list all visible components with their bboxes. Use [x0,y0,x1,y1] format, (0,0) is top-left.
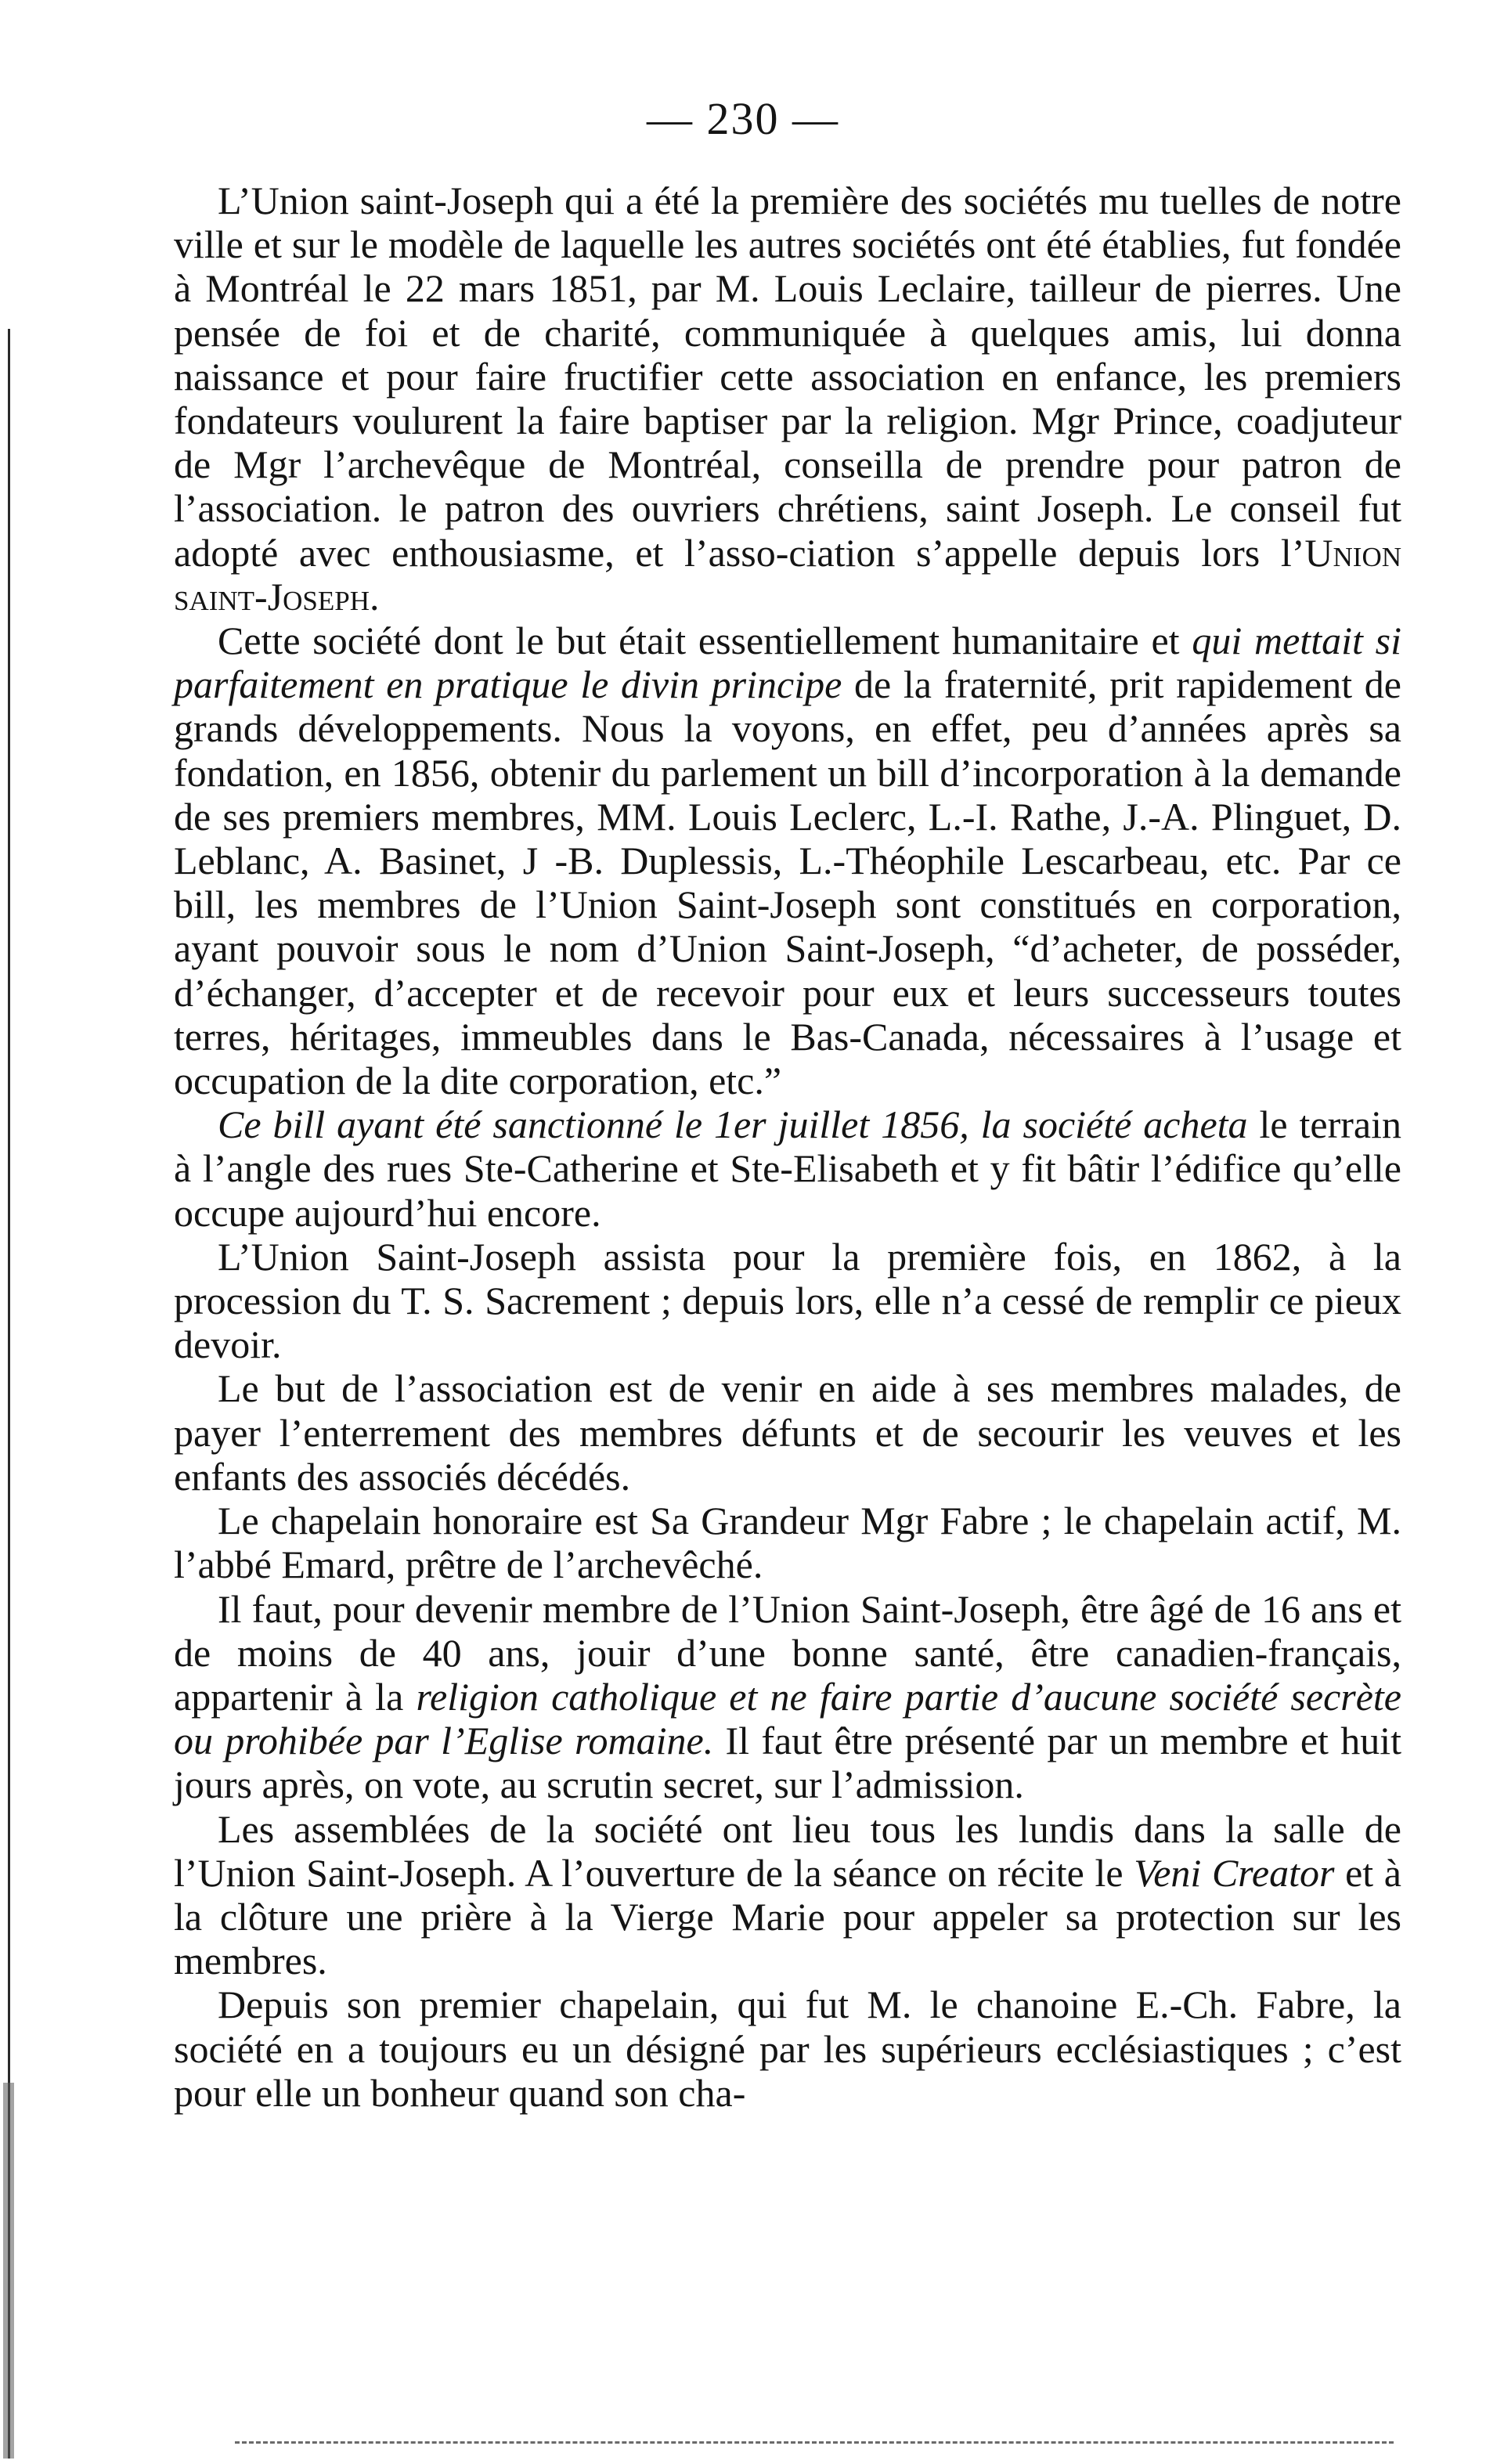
text-run: Ce bill ayant été sanctionné le 1er juillet 1856, la société acheta [218,1102,1248,1147]
paragraph [174,1235,1401,1367]
paragraph [174,1499,1401,1586]
footer-rule [235,2441,1394,2444]
text-run: L’Union saint-Joseph qui a été la première des sociétés mu tuelles de notre ville et sur le modèle de laquelle les autres sociétés ont été établies, fut fondée à Montréal le 22 mars 1851, par M. Louis Leclaire, tailleur de pierres. Une pensée de foi et de charité, communiquée à quelques amis, lui donna naissance et pour faire fructifier cette association en enfance, les premiers fondateurs voulurent la faire baptiser par la religion. Mgr Prince, coadjuteur de Mgr l’archevêque de Montréal, conseilla de prendre pour patron de l’association. le patron des ouvriers chrétiens, saint Joseph. Le conseil fut adopté avec enthousiasme, et l’asso-ciation s’appelle depuis lors l’ [174,179,1401,575]
page-number: — 230 — [647,93,839,144]
text-run: L’Union Saint-Joseph assista pour la première fois, en 1862, à la procession du T. S. Sacrement ; depuis lors, elle n’a cessé de remplir ce pieux devoir. [174,1234,1401,1367]
text-run: Il faut être présenté par un membre et huit jours après, on vote, au scrutin secret, sur l’admission. [174,1719,1402,1807]
text-run: religion catholique et ne faire partie d’aucune société secrète ou prohibée par l’Eglise romaine. [174,1674,1402,1763]
body-text [174,179,1401,2115]
text-run: qui mettait si parfaitement en pratique le divin principe [174,619,1402,707]
paragraph [174,1366,1401,1499]
text-run: Union saint-Joseph [174,530,1401,619]
text-run: Veni Creator [1134,1850,1335,1895]
text-run: Le but de l’association est de venir en aide à ses membres malades, de payer l’enterrement des membres défunts et de secourir les veuves et les enfants des associés décédés. [174,1366,1401,1499]
text-run: Depuis son premier chapelain, qui fut M. le chanoine E.-Ch. Fabre, la société en a toujours eu un désigné par les supérieurs ecclésiastiques ; c’est pour elle un bonheur quand son cha- [174,1982,1401,2115]
text-run: . [370,574,380,619]
paragraph [174,1807,1401,1983]
paragraph [174,619,1401,1102]
text-run: Il faut, pour devenir membre de l’Union Saint-Joseph, être âgé de 16 ans et de moins de 40 ans, jouir d’une bonne santé, être canadien-français, appartenir à la [174,1586,1401,1719]
text-run: de la fraternité, prit rapidement de grands développements. Nous la voyons, en effet, peu d’années après sa fondation, en 1856, obtenir du parlement un bill d’incorporation à la demande de ses premiers membres, MM. Louis Leclerc, L.-I. Rathe, J.-A. Plinguet, D. Leblanc, A. Basinet, J -B. Duplessis, L.-Théophile Lescarbeau, etc. Par ce bill, les membres de l’Union Saint-Joseph sont constitués en corporation, ayant pouvoir sous le nom d’Union Saint-Joseph, “d’acheter, de posséder, d’échanger, d’accepter et de recevoir pour eux et leurs successeurs toutes terres, héritages, immeubles dans le Bas-Canada, nécessaires à l’usage et occupation de la dite corporation, etc.” [174,662,1401,1103]
paragraph [174,179,1401,619]
text-run: Les assemblées de la société ont lieu tous les lundis dans la salle de l’Union Saint-Joseph. A l’ouverture de la séance on récite le [174,1806,1401,1895]
paragraph [174,1587,1401,1807]
text-run: Cette société dont le but était essentiellement humanitaire et [218,619,1192,663]
paragraph [174,1102,1401,1235]
text-run: le terrain à l’angle des rues Ste-Catherine et Ste-Elisabeth et y fit bâtir l’édifice qu’elle occupe aujourd’hui encore. [174,1102,1402,1235]
binding-edge-shadow [3,2083,14,2459]
paragraph [174,1982,1401,2115]
text-run: et à la clôture une prière à la Vierge Marie pour appeler sa protection sur les membres. [174,1850,1401,1983]
text-run: Le chapelain honoraire est Sa Grandeur Mgr Fabre ; le chapelain actif, M. l’abbé Emard, prêtre de l’archevêché. [174,1499,1401,1587]
